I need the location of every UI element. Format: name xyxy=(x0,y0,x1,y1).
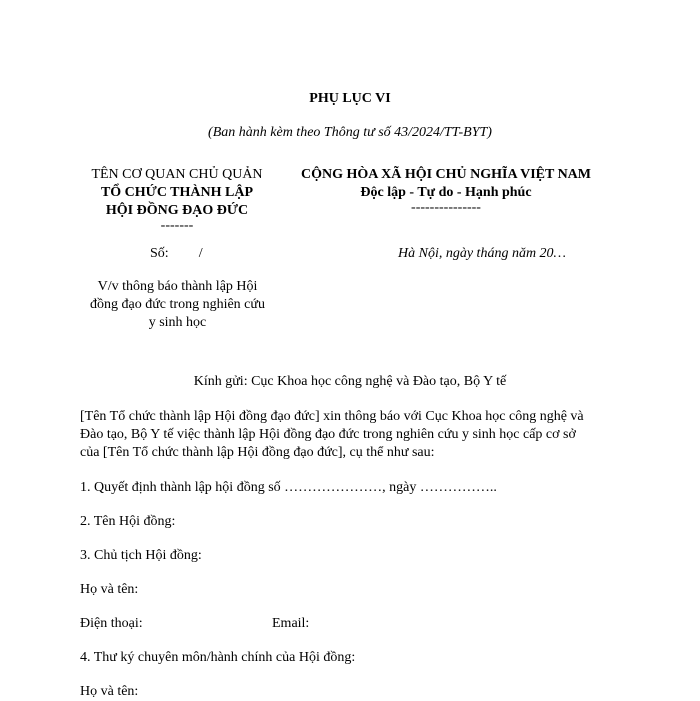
secretary-field: 4. Thư ký chuyên môn/hành chính của Hội đồng: xyxy=(80,650,356,665)
organization-name-line1: TỔ CHỨC THÀNH LẬP xyxy=(100,185,254,200)
chairman-field: 3. Chủ tịch Hội đồng: xyxy=(80,548,202,563)
left-separator: ------- xyxy=(160,218,194,233)
place-and-date: Hà Nội, ngày tháng năm 20… xyxy=(398,246,566,261)
intro-line2: Đào tạo, Bộ Y tế việc thành lập Hội đồng đạo đức trong nghiên cứu y sinh học cấp cơ sở xyxy=(80,427,576,442)
intro-line3: của [Tên Tổ chức thành lập Hội đồng đạo đức], cụ thể như sau: xyxy=(80,445,435,460)
organization-name-line2: HỘI ĐỒNG ĐẠO ĐỨC xyxy=(105,203,249,218)
intro-paragraph xyxy=(80,408,620,462)
national-header xyxy=(282,166,610,214)
appendix-title: PHỤ LỤC VI xyxy=(309,91,391,106)
secretary-full-name-field: Họ và tên: xyxy=(80,684,139,699)
nation-name: CỘNG HÒA XÃ HỘI CHỦ NGHĨA VIỆT NAM xyxy=(300,167,591,182)
document-number xyxy=(150,245,203,263)
document-number-slash: / xyxy=(198,246,203,261)
national-motto: Độc lập - Tự do - Hạnh phúc xyxy=(360,185,532,200)
parent-agency: TÊN CƠ QUAN CHỦ QUẢN xyxy=(91,167,263,182)
recipient-line: Kính gửi: Cục Khoa học công nghệ và Đào tạo, Bộ Y tế xyxy=(193,374,507,389)
intro-line1: [Tên Tổ chức thành lập Hội đồng đạo đức] xin thông báo với Cục Khoa học công nghệ và xyxy=(80,409,584,424)
council-name-field: 2. Tên Hội đồng: xyxy=(80,514,176,529)
issuing-agency-header xyxy=(62,166,292,232)
issued-note: (Ban hành kèm theo Thông tư số 43/2024/TT-BYT) xyxy=(208,125,492,140)
chairman-phone-field: Điện thoại: xyxy=(80,616,143,631)
subject-line1: V/v thông báo thành lập Hội xyxy=(97,279,258,294)
subject-line3: y sinh học xyxy=(148,315,207,330)
right-separator: --------------- xyxy=(411,200,481,215)
chairman-full-name-field: Họ và tên: xyxy=(80,582,139,597)
subject-line2: đồng đạo đức trong nghiên cứu xyxy=(90,297,265,312)
chairman-email-field: Email: xyxy=(272,616,310,631)
subject-summary xyxy=(70,278,285,332)
decision-field: 1. Quyết định thành lập hội đồng số …………………, ngày …………….. xyxy=(80,480,497,495)
document-number-label: Số: xyxy=(150,246,169,261)
